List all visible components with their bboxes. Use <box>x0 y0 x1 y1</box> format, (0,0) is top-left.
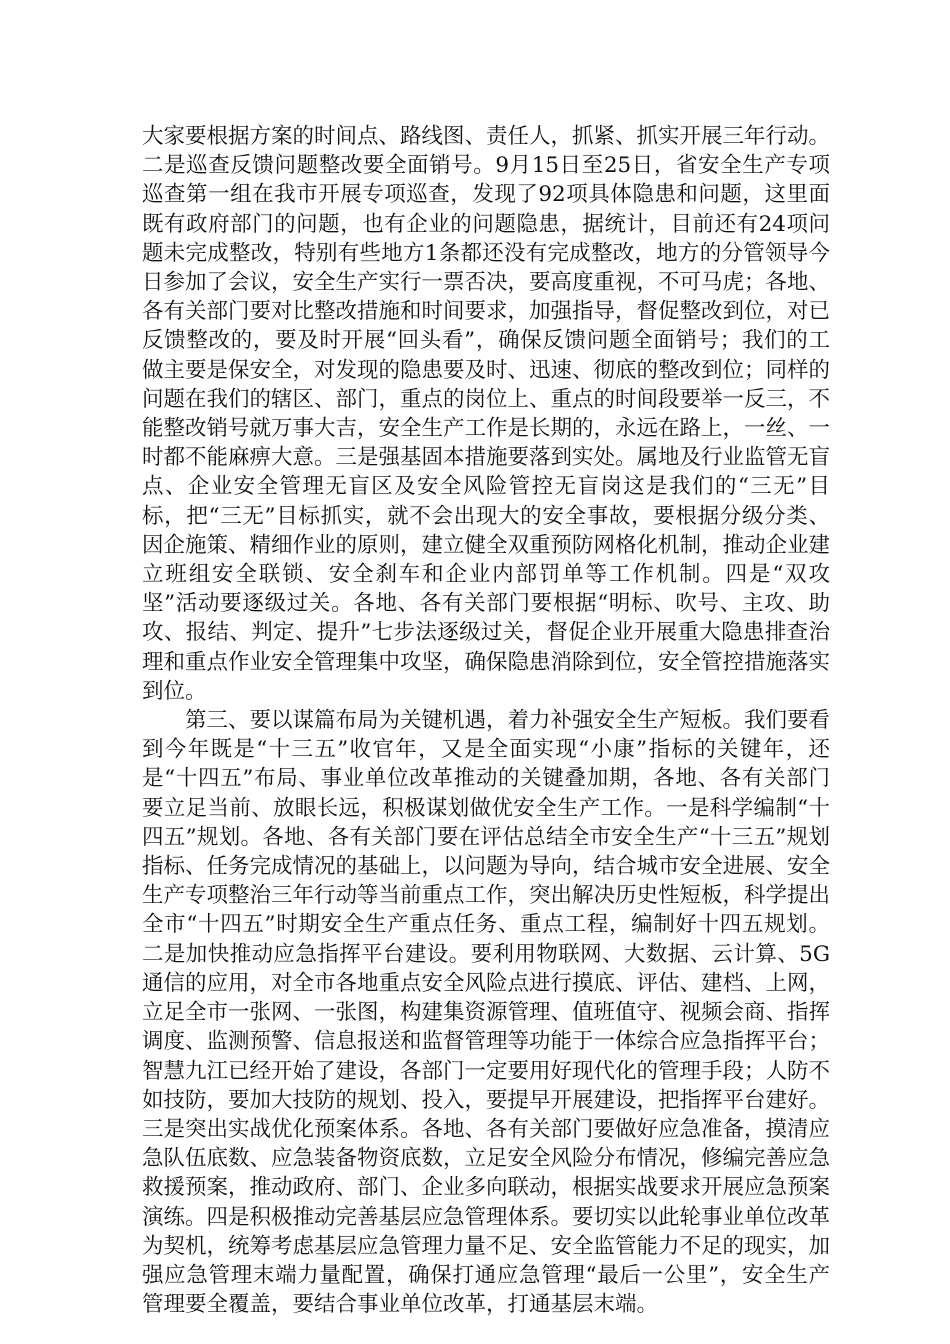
document-body <box>142 122 830 1319</box>
paragraph-continued: 大家要根据方案的时间点、路线图、责任人，抓紧、抓实开展三年行动。二是巡查反馈问题整改要全面销号。9月15日至25日，省安全生产专项巡查第一组在我市开展专项巡查，发现了92项具体隐患和问题，这里面既有政府部门的问题，也有企业的问题隐患，据统计，目前还有24项问题未完成整改，特别有些地方1条都还没有完成整改，地方的分管领导今日参加了会议，安全生产实行一票否决，要高度重视，不可马虎；各地、各有关部门要对比整改措施和时间要求，加强指导，督促整改到位，对已反馈整改的，要及时开展“回头看”，确保反馈问题全面销号；我们的工做主要是保安全，对发现的隐患要及时、迅速、彻底的整改到位；同样的问题在我们的辖区、部门，重点的岗位上、重点的时间段要举一反三，不能整改销号就万事大吉，安全生产工作是长期的，永远在路上，一丝、一时都不能麻痹大意。三是强基固本措施要落到实处。属地及行业监管无盲点、企业安全管理无盲区及安全风险管控无盲岗这是我们的“三无”目标，把“三无”目标抓实，就不会出现大的安全事故，要根据分级分类、因企施策、精细作业的原则，建立健全双重预防网格化机制，推动企业建立班组安全联锁、安全刹车和企业内部罚单等工作机制。四是“双攻坚”活动要逐级过关。各地、各有关部门要根据“明标、吹号、主攻、助攻、报结、判定、提升”七步法逐级过关，督促企业开展重大隐患排查治理和重点作业安全管理集中攻坚，确保隐患消除到位，安全管控措施落实到位。 <box>142 124 831 704</box>
paragraph-section-three: 第三、要以谋篇布局为关键机遇，着力补强安全生产短板。我们要看到今年既是“十三五”收官年，又是全面实现“小康”指标的关键年，还是“十四五”布局、事业单位改革推动的关键叠加期，各地、各有关部门要立足当前、放眼长远，积极谋划做优安全生产工作。一是科学编制“十四五”规划。各地、各有关部门要在评估总结全市安全生产“十三五”规划指标、任务完成情况的基础上，以问题为导向，结合城市安全进展、安全生产专项整治三年行动等当前重点工作，突出解决历史性短板，科学提出全市“十四五”时期安全生产重点任务、重点工程，编制好十四五规划。二是加快推动应急指挥平台建设。要利用物联网、大数据、云计算、5G通信的应用，对全市各地重点安全风险点进行摸底、评估、建档、上网，立足全市一张网、一张图，构建集资源管理、值班值守、视频会商、指挥调度、监测预警、信息报送和监督管理等功能于一体综合应急指挥平台；智慧九江已经开始了建设，各部门一定要用好现代化的管理手段；人防不如技防，要加大技防的规划、投入，要提早开展建设，把指挥平台建好。三是突出实战优化预案体系。各地、各有关部门要做好应急准备，摸清应急队伍底数、应急装备物资底数，立足安全风险分布情况，修编完善应急救援预案，推动政府、部门、企业多向联动，根据实战要求开展应急预案演练。四是积极推动完善基层应急管理体系。要切实以此轮事业单位改革为契机，统筹考虑基层应急管理力量不足、安全监管能力不足的现实，加强应急管理末端力量配置，确保打通应急管理“最后一公里”，安全生产管理要全覆盖，要结合事业单位改革，打通基层末端。 <box>142 708 831 1318</box>
